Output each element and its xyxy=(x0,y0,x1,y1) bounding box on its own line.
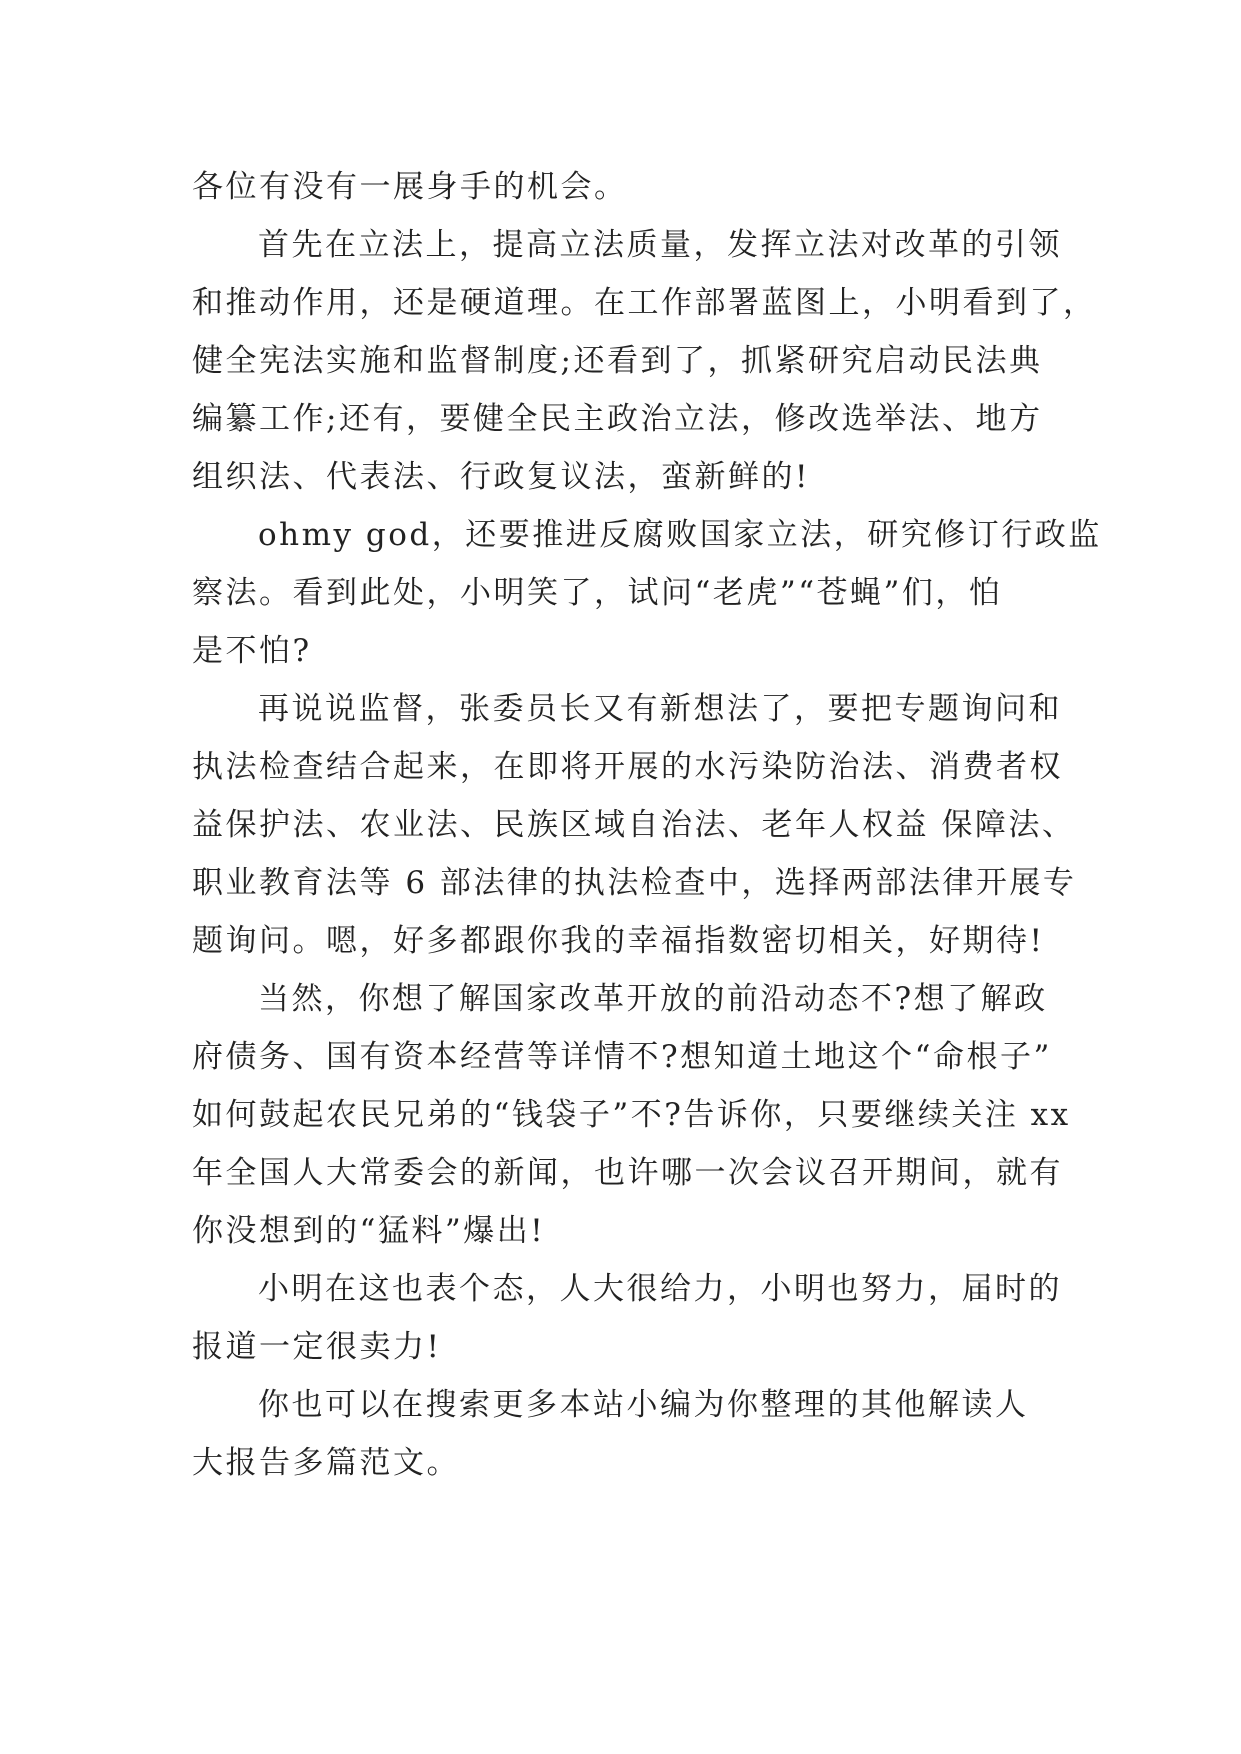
text-line: 益保护法、农业法、民族区域自治法、老年人权益 保障法、 xyxy=(192,807,1076,843)
paragraph-7 xyxy=(192,1376,1054,1492)
text-line: 报道一定很卖力! xyxy=(192,1329,442,1365)
text-line: 小明在这也表个态，人大很给力，小明也努力，届时的 xyxy=(258,1271,1062,1307)
text-line: 当然，你想了解国家改革开放的前沿动态不?想了解政 xyxy=(258,981,1048,1017)
text-line: 年全国人大常委会的新闻，也许哪一次会议召开期间，就有 xyxy=(192,1155,1063,1191)
text-line: 编纂工作;还有，要健全民主政治立法，修改选举法、地方 xyxy=(192,401,1043,437)
paragraph-6 xyxy=(192,1260,1062,1376)
text-line: 首先在立法上，提高立法质量，发挥立法对改革的引领 xyxy=(258,227,1062,263)
paragraph-5 xyxy=(192,970,1071,1260)
paragraph-1 xyxy=(192,158,1054,216)
paragraph-3 xyxy=(192,506,1102,680)
text-line: 执法检查结合起来，在即将开展的水污染防治法、消费者权 xyxy=(192,749,1063,785)
document-body xyxy=(192,158,1102,1492)
text-line: 和推动作用，还是硬道理。在工作部署蓝图上，小明看到了， xyxy=(192,285,1097,321)
paragraph-2 xyxy=(192,216,1097,506)
paragraph-4 xyxy=(192,680,1077,970)
text-line: 你也可以在搜索更多本站小编为你整理的其他解读人 xyxy=(258,1387,1029,1423)
text-line: 各位有没有一展身手的机会。 xyxy=(192,169,628,205)
text-line: 题询问。嗯，好多都跟你我的幸福指数密切相关，好期待! xyxy=(192,923,1045,959)
text-line: 你没想到的“猛料”爆出! xyxy=(192,1213,546,1249)
text-line: 如何鼓起农民兄弟的“钱袋子”不?告诉你，只要继续关注 xx xyxy=(192,1097,1071,1133)
text-line: ohmy god，还要推进反腐败国家立法，研究修订行政监 xyxy=(258,517,1102,553)
text-line: 察法。看到此处，小明笑了，试问“老虎”“苍蝇”们，怕 xyxy=(192,575,1003,611)
text-line: 府债务、国有资本经营等详情不?想知道土地这个“命根子” xyxy=(192,1039,1052,1075)
text-line: 是不怕? xyxy=(192,633,312,669)
text-line: 健全宪法实施和监督制度;还看到了，抓紧研究启动民法典 xyxy=(192,343,1043,379)
text-line: 再说说监督，张委员长又有新想法了，要把专题询问和 xyxy=(258,691,1062,727)
text-line: 职业教育法等 6 部法律的执法检查中，选择两部法律开展专 xyxy=(192,865,1077,901)
text-line: 大报告多篇范文。 xyxy=(192,1445,460,1481)
text-line: 组织法、代表法、行政复议法，蛮新鲜的! xyxy=(192,459,810,495)
